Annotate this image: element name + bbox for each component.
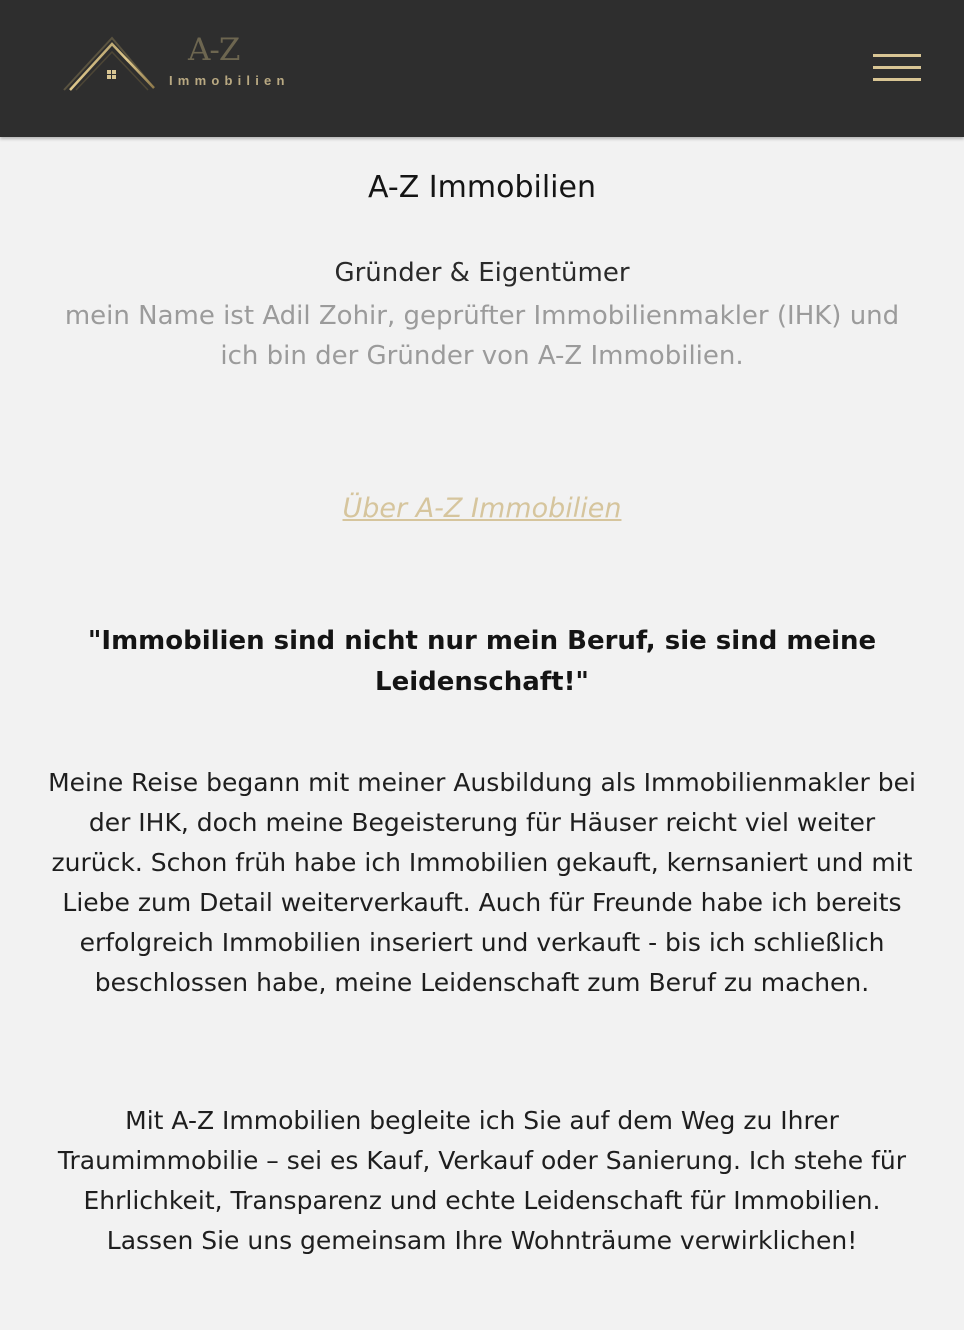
quote-text: "Immobilien sind nicht nur mein Beruf, sie sind meine Leidenschaft!" — [87, 626, 877, 697]
logo-wordmark: A-Z — [188, 32, 240, 68]
page-title: A-Z Immobilien — [368, 170, 596, 205]
hamburger-menu-icon[interactable] — [868, 48, 924, 88]
mission-paragraph: Mit A-Z Immobilien begleite ich Sie auf dem Weg zu Ihrer Traumimmobilie – sei es Kauf, Verkauf oder Sanierung. Ich stehe für Ehrlichkeit, Transparenz und echte Leidenschaft für Immobilien. Lassen Sie uns gemeinsam Ihre Wohnträume verwirklichen! — [57, 1106, 907, 1255]
founder-role: Gründer & Eigentümer — [334, 258, 630, 288]
site-header — [0, 0, 964, 137]
about-link[interactable]: Über A-Z Immobilien — [342, 493, 622, 524]
house-roof-icon — [62, 30, 162, 96]
menu-bar — [873, 66, 921, 69]
menu-bar — [873, 54, 921, 57]
story-paragraph: Meine Reise begann mit meiner Ausbildung als Immobilienmakler bei der IHK, doch meine Begeisterung für Häuser reicht viel weiter zurück. Schon früh habe ich Immobilien gekauft, kernsaniert und mit Liebe zum Detail weiterverkauft. Auch für Freunde habe ich bereits erfolgreich Immobilien inseriert und verkauft - bis ich schließlich beschlossen habe, meine Leidenschaft zum Beruf zu machen. — [48, 768, 916, 997]
intro-text: mein Name ist Adil Zohir, geprüfter Immobilienmakler (IHK) und ich bin der Gründer von A-Z Immobilien. — [64, 301, 900, 371]
logo-subtitle: Immobilien — [169, 73, 290, 88]
site-logo[interactable] — [62, 30, 302, 96]
menu-bar — [873, 78, 921, 81]
